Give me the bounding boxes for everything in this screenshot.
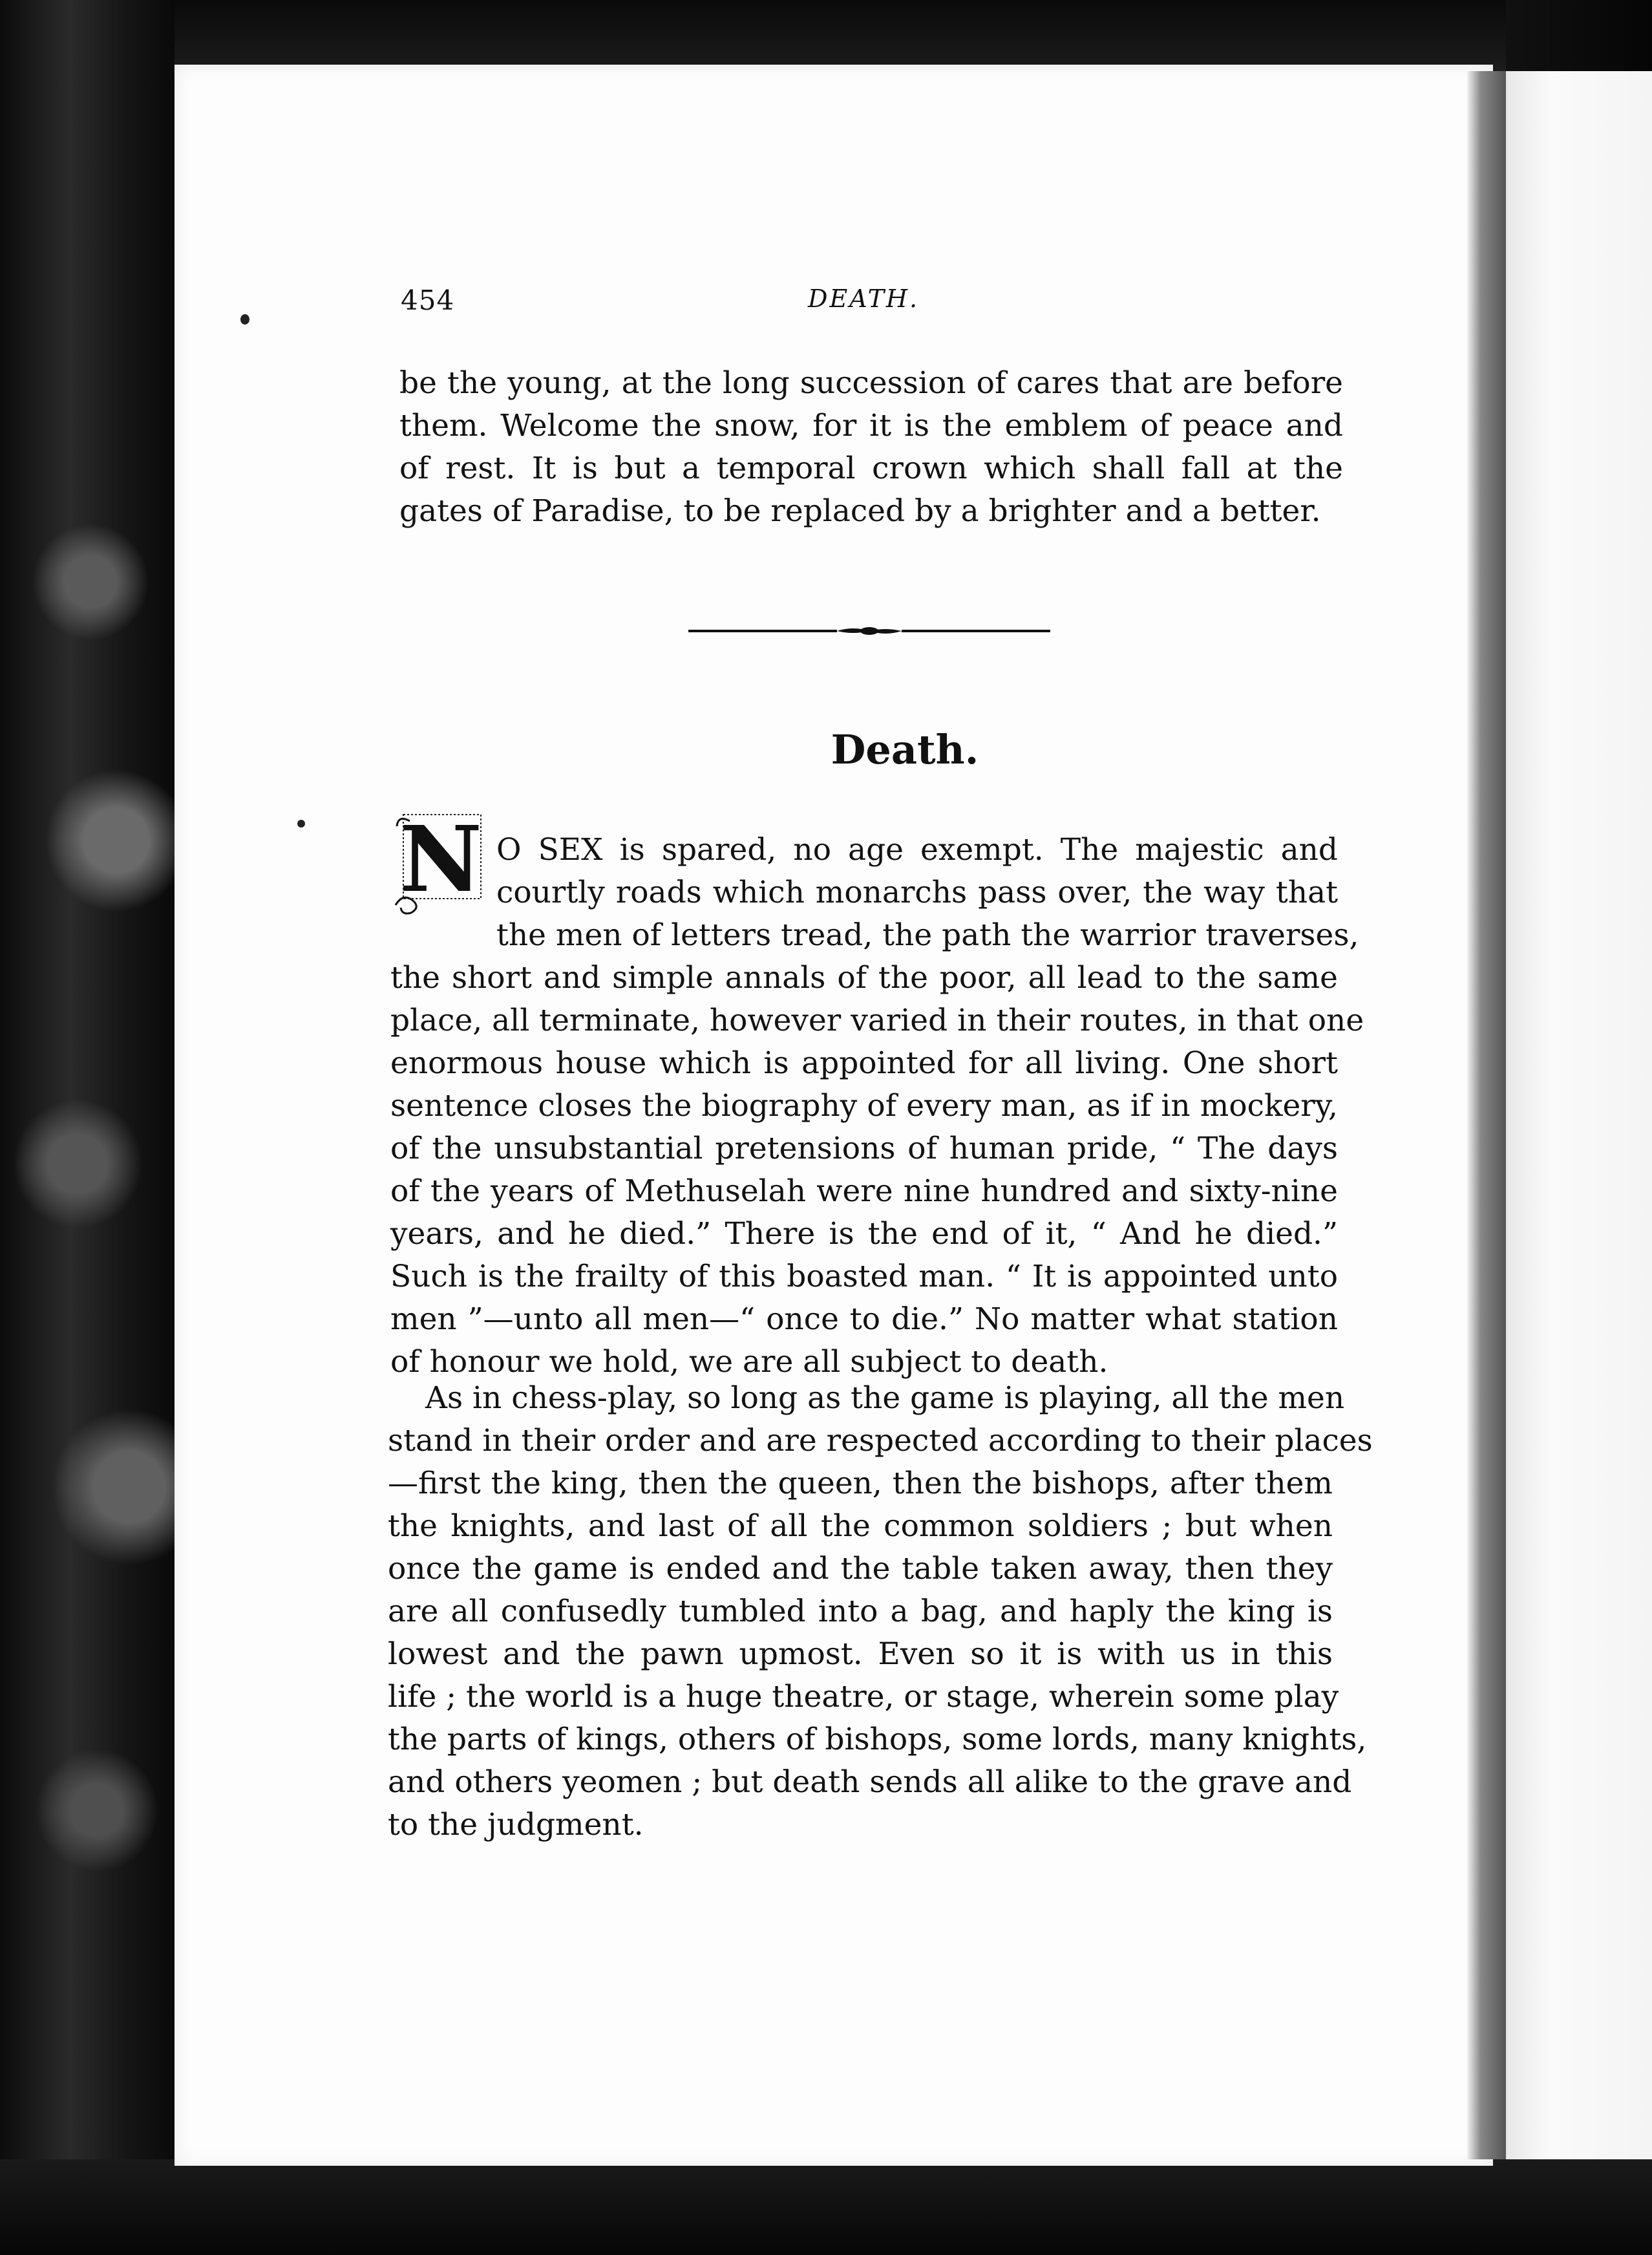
- paragraph-2: [388, 1377, 1373, 1846]
- running-head: [401, 284, 1338, 323]
- ornamental-divider: [688, 623, 1050, 639]
- microfilm-border-bottom: [0, 2159, 1652, 2255]
- text-line: them. Welcome the snow, for it is the emblem of peace and: [399, 408, 1343, 444]
- running-title: DEATH.: [808, 284, 920, 313]
- text-line: to the judgment.: [388, 1807, 644, 1843]
- text-line: of the years of Methuselah were nine hundred and sixty-nine: [390, 1173, 1338, 1209]
- text-line: enormous house which is appointed for all living. One short: [390, 1045, 1338, 1081]
- text-line: once the game is ended and the table taken away, then they: [388, 1551, 1333, 1587]
- text-line: men ”—unto all men—“ once to die.” No matter what station: [390, 1301, 1338, 1337]
- text-line: As in chess-play, so long as the game is playing, all the men: [425, 1380, 1345, 1416]
- text-line: sentence closes the biography of every man, as if in mockery,: [390, 1088, 1338, 1124]
- text-line: and others yeomen ; but death sends all alike to the grave and: [388, 1764, 1352, 1800]
- text-line: the parts of kings, others of bishops, some lords, many knights,: [388, 1722, 1367, 1757]
- text-line: the short and simple annals of the poor, all lead to the same: [390, 960, 1338, 996]
- article-title: Death.: [831, 726, 979, 773]
- text-line: Such is the frailty of this boasted man. “ It is appointed unto: [390, 1259, 1338, 1294]
- microfilm-border-left: [0, 0, 175, 2255]
- microfilm-border-top: [0, 0, 1652, 71]
- carryover-paragraph: [399, 362, 1343, 533]
- paragraph-1-opening: [496, 829, 1359, 957]
- text-line: the knights, and last of all the common soldiers ; but when: [388, 1508, 1333, 1544]
- ornamental-drop-cap: [390, 808, 487, 918]
- film-speck: [297, 820, 305, 828]
- text-line: place, all terminate, however varied in their routes, in that one: [390, 1003, 1364, 1038]
- text-line: of rest. It is but a temporal crown which shall fall at the: [399, 451, 1343, 486]
- paragraph-1: [390, 957, 1364, 1384]
- drop-cap-letter: N: [399, 808, 482, 913]
- text-line: of honour we hold, we are all subject to death.: [390, 1344, 1108, 1380]
- text-line: years, and he died.” There is the end of it, “ And he died.”: [390, 1216, 1338, 1252]
- facing-page-edge: [1506, 71, 1652, 2159]
- page-number: 454: [401, 284, 455, 316]
- text-line: stand in their order and are respected according to their places: [388, 1423, 1373, 1459]
- text-line: are all confusedly tumbled into a bag, and haply the king is: [388, 1594, 1333, 1629]
- text-line: courtly roads which monarchs pass over, the way that: [496, 875, 1338, 910]
- page-gutter: [1467, 71, 1506, 2159]
- film-speck: [240, 314, 249, 325]
- text-line: be the young, at the long succession of cares that are before: [399, 365, 1343, 401]
- text-line: the men of letters tread, the path the warrior traverses,: [496, 917, 1359, 953]
- text-line: of the unsubstantial pretensions of human pride, “ The days: [390, 1131, 1338, 1166]
- text-line: life ; the world is a huge theatre, or stage, wherein some play: [388, 1679, 1339, 1715]
- text-line: O SEX is spared, no age exempt. The majestic and: [496, 832, 1338, 868]
- text-line: lowest and the pawn upmost. Even so it is with us in this: [388, 1636, 1333, 1672]
- text-line: —first the king, then the queen, then the bishops, after them: [388, 1466, 1333, 1501]
- text-line: gates of Paradise, to be replaced by a brighter and a better.: [399, 493, 1321, 529]
